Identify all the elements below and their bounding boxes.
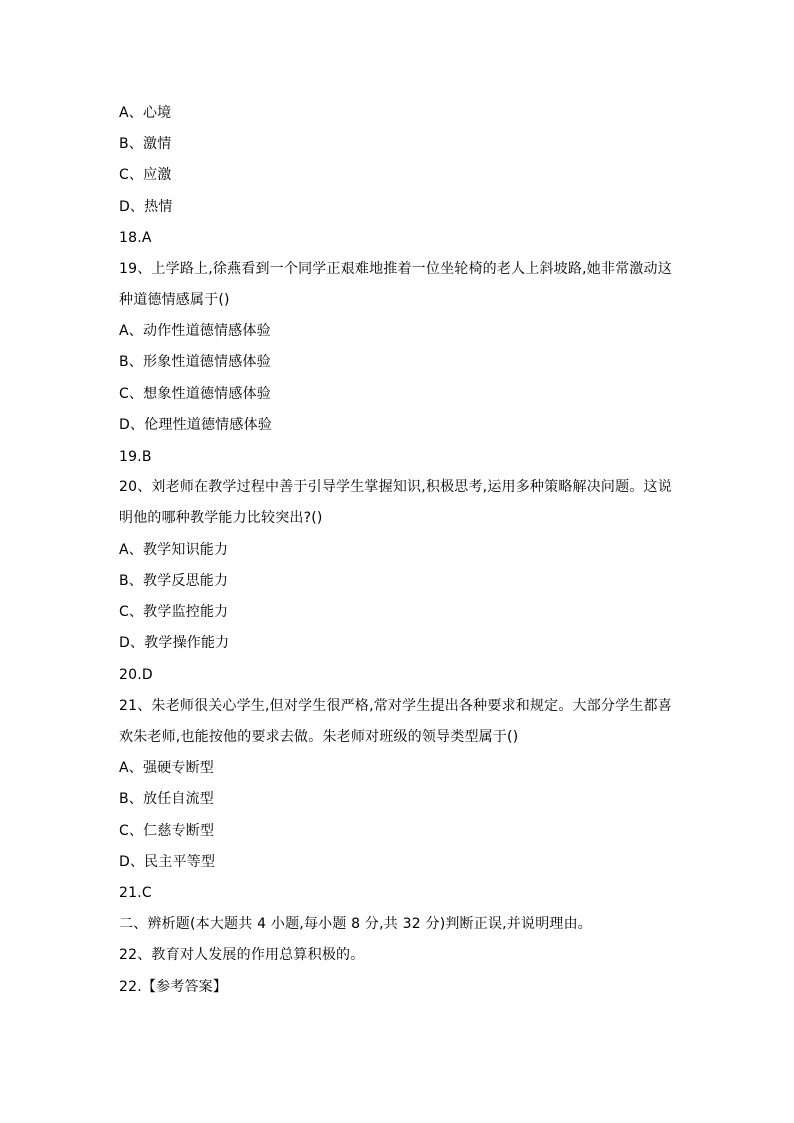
q20-option-d: D、教学操作能力 xyxy=(119,635,230,651)
q19-option-a: A、动作性道德情感体验 xyxy=(119,323,271,339)
q20-stem-line2: 明他的哪种教学能力比较突出?() xyxy=(119,510,323,526)
q21-answer: 21.C xyxy=(119,885,152,901)
q21-option-b: B、放任自流型 xyxy=(119,791,215,807)
q19-stem-line2: 种道德情感属于() xyxy=(119,292,230,308)
q19-option-d: D、伦理性道德情感体验 xyxy=(119,417,272,433)
q21-option-a: A、强硬专断型 xyxy=(119,760,214,776)
q19-option-b: B、形象性道德情感体验 xyxy=(119,354,271,370)
q20-option-b: B、教学反思能力 xyxy=(119,573,229,589)
q19-option-c: C、想象性道德情感体验 xyxy=(119,386,271,402)
q18-answer: 18.A xyxy=(119,230,152,246)
q20-option-a: A、教学知识能力 xyxy=(119,542,229,558)
q17-option-c: C、应激 xyxy=(119,167,172,183)
q17-option-a: A、心境 xyxy=(119,105,172,121)
q22-stem: 22、教育对人发展的作用总算积极的。 xyxy=(119,947,365,963)
q21-option-c: C、仁慈专断型 xyxy=(119,823,215,839)
q20-answer: 20.D xyxy=(119,667,153,683)
q20-stem-line1: 20、刘老师在教学过程中善于引导学生掌握知识,积极思考,运用多种策略解决问题。这说 xyxy=(119,479,672,495)
q20-option-c: C、教学监控能力 xyxy=(119,604,229,620)
q19-stem-line1: 19、上学路上,徐燕看到一个同学正艰难地推着一位坐轮椅的老人上斜坡路,她非常激动这 xyxy=(119,261,672,277)
q21-stem-line2: 欢朱老师,也能按他的要求去做。朱老师对班级的领导类型属于() xyxy=(119,729,519,745)
q22-answer-label: 22.【参考答案】 xyxy=(119,979,228,995)
q17-option-b: B、激情 xyxy=(119,136,172,152)
q17-option-d: D、热情 xyxy=(119,199,173,215)
section2-heading: 二、辨析题(本大题共 4 小题,每小题 8 分,共 32 分)判断正误,并说明理由。 xyxy=(119,916,593,932)
q21-stem-line1: 21、朱老师很关心学生,但对学生很严格,常对学生提出各种要求和规定。大部分学生都喜 xyxy=(119,698,672,714)
q21-option-d: D、民主平等型 xyxy=(119,854,216,870)
q19-answer: 19.B xyxy=(119,449,152,465)
